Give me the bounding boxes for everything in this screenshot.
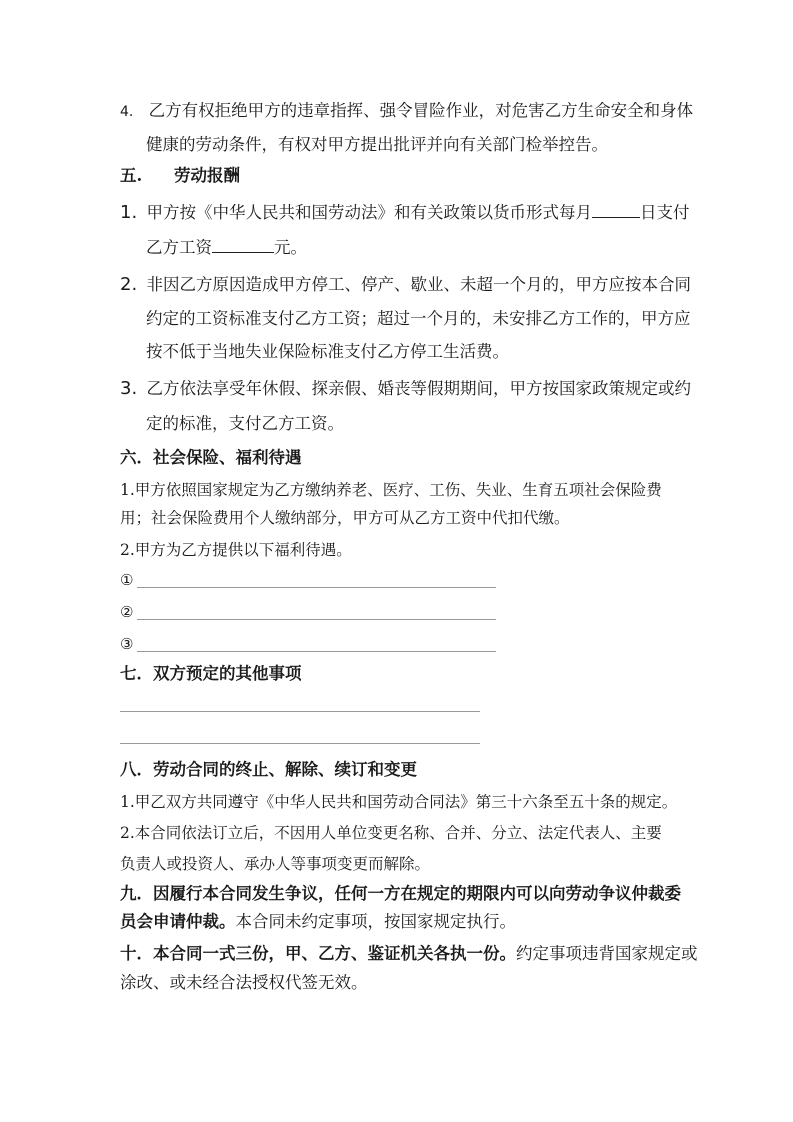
s5-item2-line2: 约定的工资标准支付乙方工资；超过一个月的，未安排乙方工作的，甲方应	[146, 309, 691, 328]
section-7-heading: 七．双方预定的其他事项	[120, 664, 302, 683]
s5-item2-line3: 按不低于当地失业保险标准支付乙方停工生活费。	[146, 342, 509, 361]
other-matters-line-1[interactable]	[120, 711, 480, 712]
s6-item1-line1: 1.甲方依照国家规定为乙方缴纳养老、医疗、工伤、失业、生育五项社会保险费	[120, 481, 662, 499]
benefit-2-line[interactable]	[137, 619, 496, 620]
s5-item2-line1: 2. 非因乙方原因造成甲方停工、停产、歇业、未超一个月的，甲方应按本合同	[120, 274, 691, 295]
s5-item1-line1: 1. 甲方按《中华人民共和国劳动法》和有关政策以货币形式每月 日支付	[120, 202, 690, 223]
s4-item4-line1: 4. 乙方有权拒绝甲方的违章指挥、强令冒险作业，对危害乙方生命安全和身体	[120, 101, 694, 120]
day-blank[interactable]	[592, 203, 640, 218]
section-9-line1: 九．因履行本合同发生争议，任何一方在规定的期限内可以向劳动争议仲裁委	[120, 884, 681, 903]
s6-item1-line2: 用；社会保险费用个人缴纳部分，甲方可从乙方工资中代扣代缴。	[120, 509, 570, 527]
wage-blank[interactable]	[212, 238, 274, 253]
benefit-1-marker: ①	[120, 571, 134, 589]
section-10-line1: 十．本合同一式三份，甲、乙方、鉴证机关各执一份。约定事项违背国家规定或	[120, 944, 698, 963]
s5-item3-line1: 3. 乙方依法享受年休假、探亲假、婚丧等假期期间，甲方按国家政策规定或约	[120, 378, 691, 399]
s5-item1-line2: 乙方工资 元。	[146, 238, 307, 257]
section-9-line2: 员会申请仲裁。本合同未约定事项，按国家规定执行。	[120, 912, 516, 931]
s4-item4-line2: 健康的劳动条件，有权对甲方提出批评并向有关部门检举控告。	[146, 135, 608, 154]
s6-item2: 2.甲方为乙方提供以下福利待遇。	[120, 541, 352, 559]
benefit-1-line[interactable]	[137, 587, 496, 588]
section-8-heading: 八．劳动合同的终止、解除、续订和变更	[120, 760, 417, 779]
benefit-2-marker: ②	[120, 603, 134, 621]
other-matters-line-2[interactable]	[120, 743, 480, 744]
section-10-line2: 涂改、或未经合法授权代签无效。	[120, 973, 368, 992]
s8-item2-line1: 2.本合同依法订立后，不因用人单位变更名称、合并、分立、法定代表人、主要	[120, 824, 662, 842]
item-number: 4.	[120, 104, 134, 120]
section-5-heading: 五. 劳动报酬	[120, 166, 240, 185]
s8-item1: 1.甲乙双方共同遵守《中华人民共和国劳动合同法》第三十六条至五十条的规定。	[120, 793, 678, 811]
benefit-3-marker: ③	[120, 635, 134, 653]
section-6-heading: 六．社会保险、福利待遇	[120, 448, 302, 467]
s8-item2-line2: 负责人或投资人、承办人等事项变更而解除。	[120, 855, 431, 873]
s5-item3-line2: 定的标准，支付乙方工资。	[146, 414, 344, 433]
benefit-3-line[interactable]	[137, 651, 496, 652]
